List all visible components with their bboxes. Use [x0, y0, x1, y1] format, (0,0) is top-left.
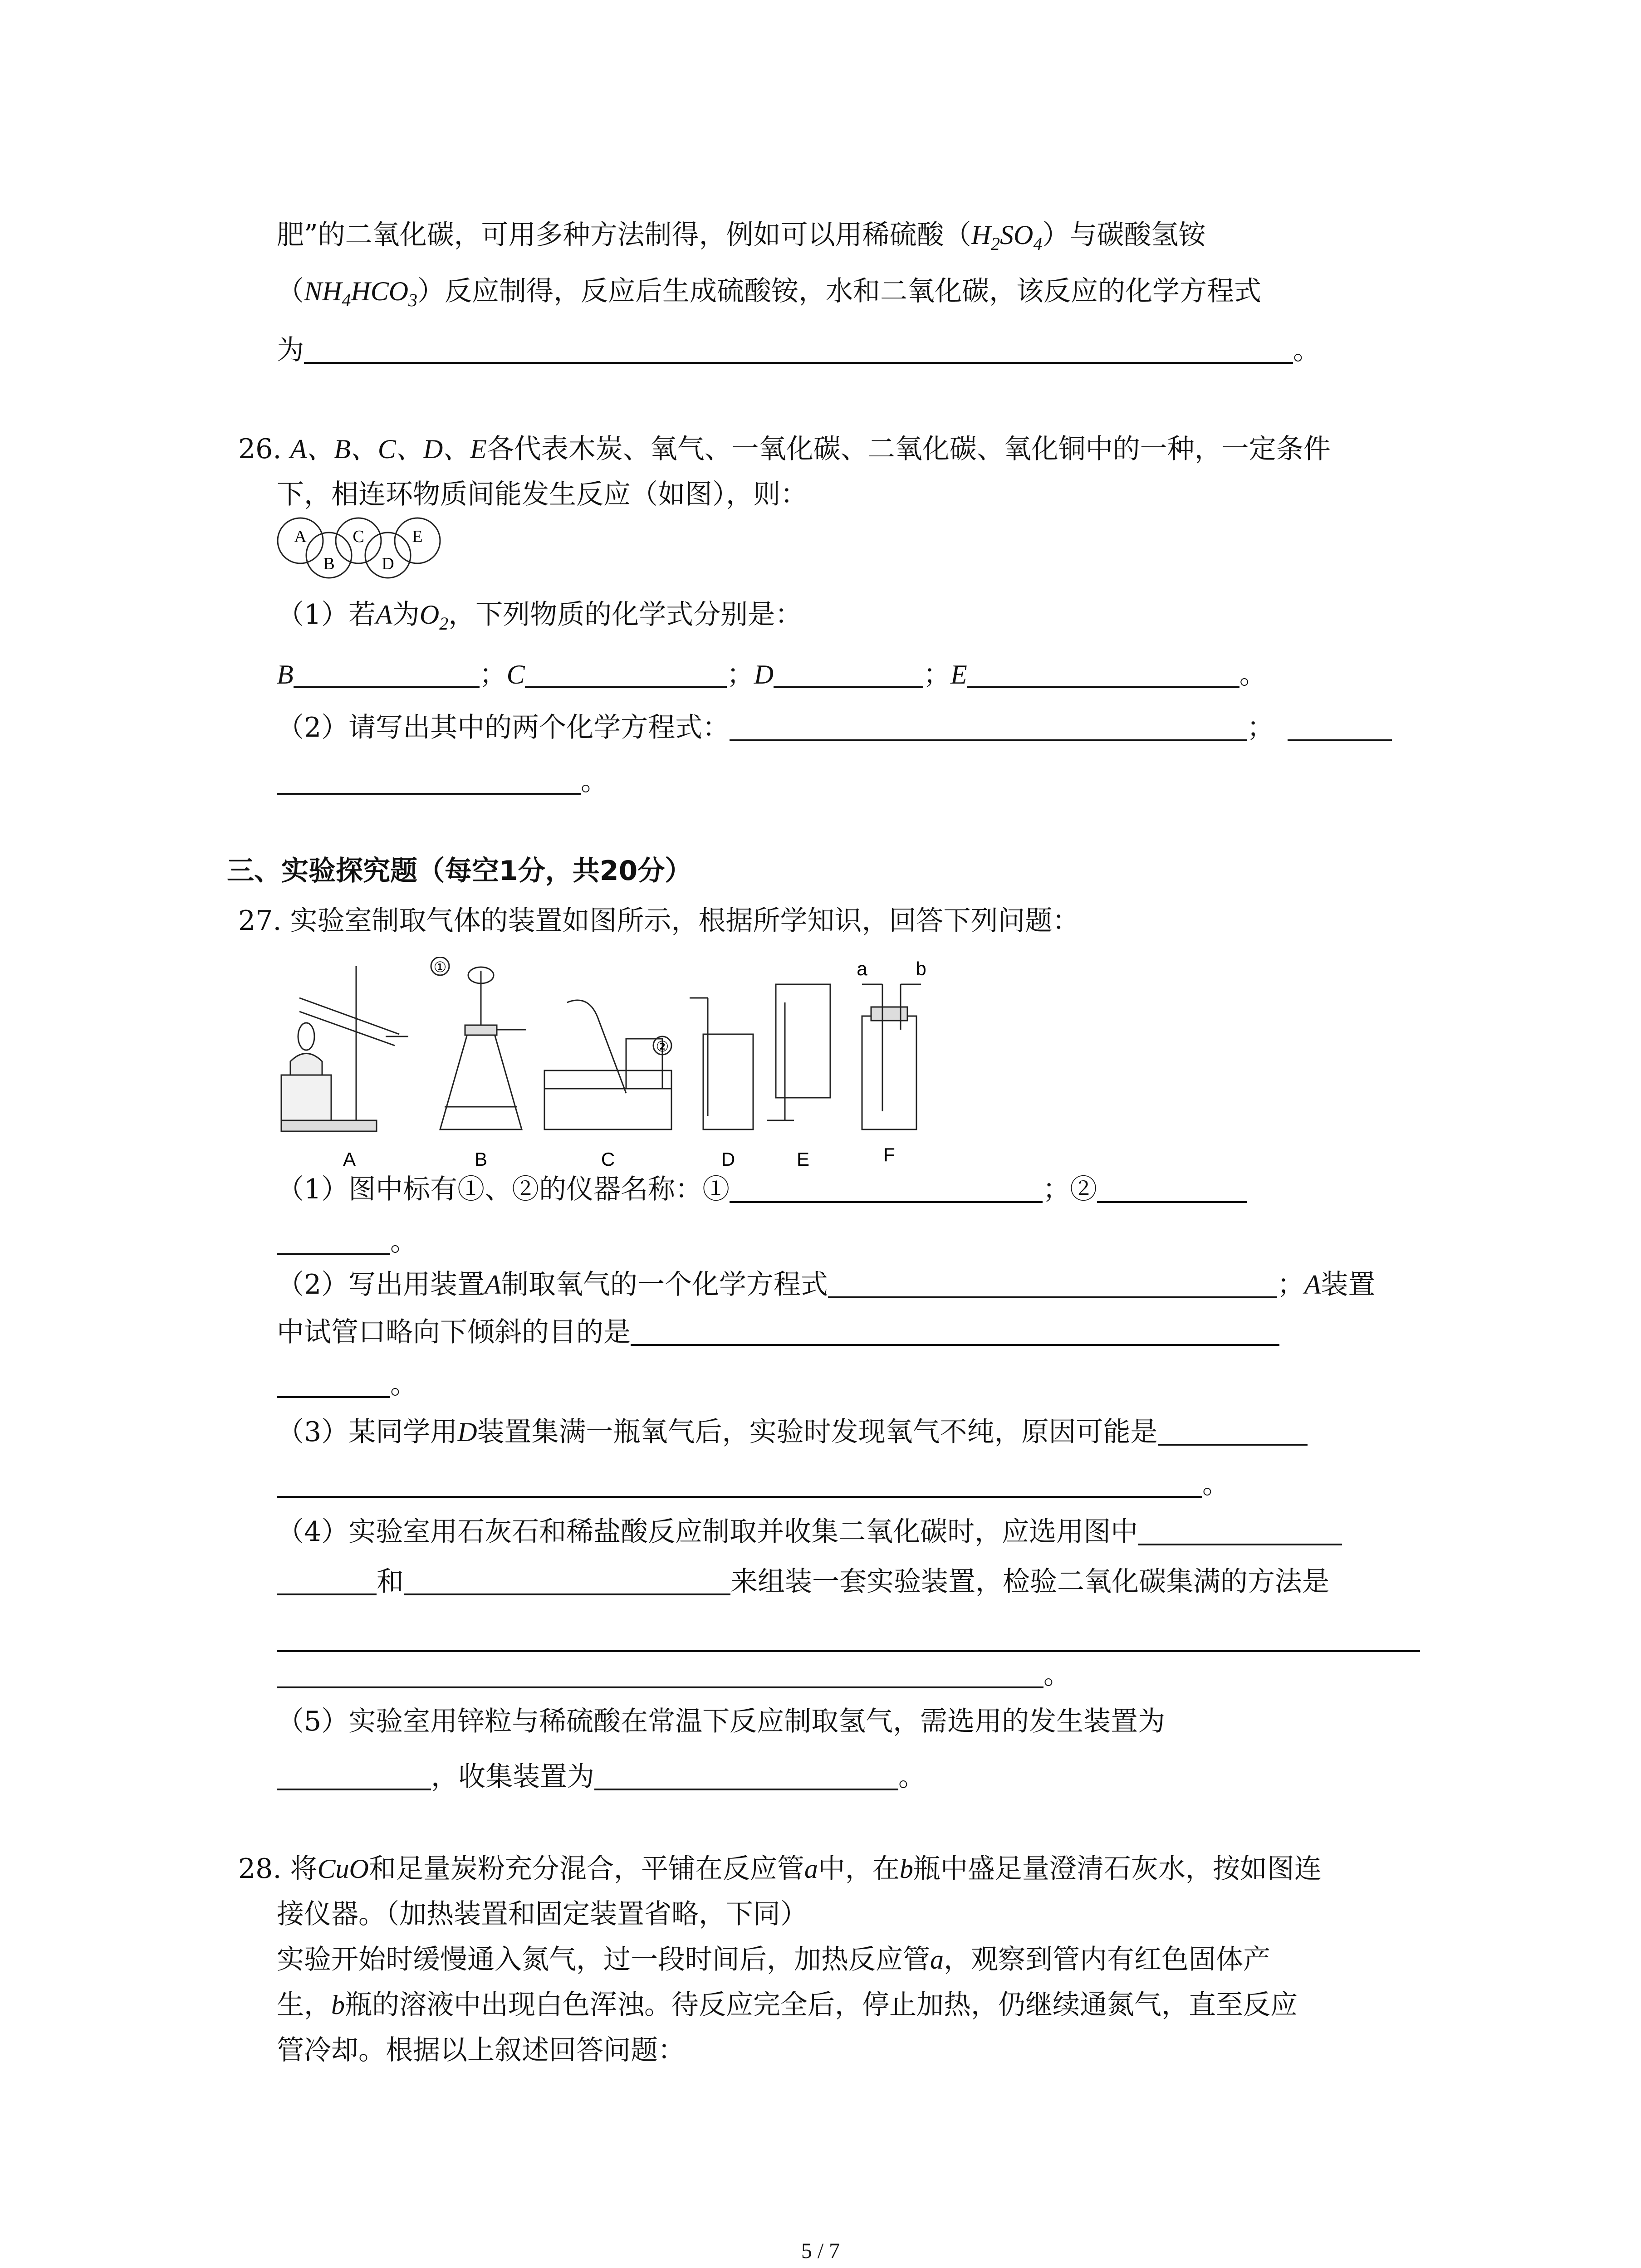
- apparatus-label-d: D: [721, 1149, 735, 1170]
- q27-blank-h2-collector[interactable]: [594, 1762, 898, 1790]
- q27-part3-cont: 。: [277, 1470, 1230, 1498]
- q27-part1-cont: 。: [277, 1227, 417, 1255]
- q27-part2-line3: 。: [277, 1370, 417, 1398]
- q26-part2-cont: 。: [277, 767, 608, 795]
- q27-part2: （2）写出用装置A制取氧气的一个化学方程式 ；A装置: [277, 1269, 1376, 1300]
- q26-equation-blank-2a[interactable]: [1288, 713, 1392, 741]
- q27-blank-collector[interactable]: [404, 1567, 730, 1595]
- q26-number: 26.: [238, 433, 282, 465]
- q25-line-2: $(NH_4HCO_3)$反应制得，反应后生成硫酸铵，水和二氧化碳，该反应的化学方程式: [277, 275, 1262, 310]
- q27-part5-cont: ，收集装置为 。: [277, 1762, 926, 1790]
- q26-line-2: 下，相连环物质间能发生反应（如图），则：: [277, 479, 808, 510]
- q27-blank-instrument-2b[interactable]: [277, 1227, 390, 1255]
- apparatus-label-f: F: [883, 1144, 895, 1165]
- q26-part2: （2）请写出其中的两个化学方程式： ；: [277, 713, 1392, 741]
- q25-equation-blank[interactable]: [304, 336, 1293, 364]
- q27-blank-tilt-reason-a[interactable]: [631, 1318, 1279, 1346]
- q27-blank-full-check-a[interactable]: [277, 1624, 1420, 1652]
- q27-blank-h2-generator[interactable]: [277, 1762, 431, 1790]
- q28-line-3: 实验开始时缓慢通入氮气，过一段时间后，加热反应管a，观察到管内有红色固体产: [277, 1944, 1270, 1975]
- q27-number: 27.: [238, 905, 282, 937]
- q26-line-1: 26. A、B、C、D、E各代表木炭、氧气、一氧化碳、二氧化碳、氧化铜中的一种，一定条件: [238, 433, 1331, 465]
- section-3-title: 三、实验探究题（每空1分，共20分）: [227, 855, 692, 887]
- mark-2-label: ②: [656, 1038, 669, 1055]
- tube-a-label: a: [857, 958, 867, 979]
- q27-blank-generator-b[interactable]: [277, 1567, 377, 1595]
- q27-apparatus-figure: [272, 957, 971, 1211]
- q27-part2-line2: 中试管口略向下倾斜的目的是: [277, 1318, 1279, 1346]
- q27-part4-line4: 。: [277, 1660, 1071, 1688]
- ring-label-c: C: [353, 527, 364, 546]
- q26-blank-e[interactable]: [967, 660, 1239, 688]
- q25-line-1: 肥”的二氧化碳，可用多种方法制得，例如可以用稀硫酸$(H_2SO_4)$与碳酸氢铵: [277, 219, 1206, 254]
- q27-blank-impure-reason-a[interactable]: [1158, 1418, 1308, 1446]
- q27-blank-generator-a[interactable]: [1138, 1517, 1342, 1545]
- q27-blank-impure-reason-b[interactable]: [277, 1470, 1202, 1498]
- q26-blank-c[interactable]: [525, 660, 727, 688]
- q28-line-1: 28. 将CuO和足量炭粉充分混合，平铺在反应管a中，在b瓶中盛足量澄清石灰水，按如图连: [238, 1853, 1322, 1885]
- q28-line-5: 管冷却。根据以上叙述回答问题：: [277, 2034, 685, 2066]
- apparatus-label-b: B: [474, 1149, 488, 1170]
- apparatus-label-c: C: [601, 1149, 615, 1170]
- q27-blank-equation[interactable]: [828, 1270, 1277, 1298]
- q26-blank-b[interactable]: [294, 660, 480, 688]
- ring-label-d: D: [382, 554, 394, 573]
- q27-part5: （5）实验室用锌粒与稀硫酸在常温下反应制取氢气，需选用的发生装置为: [277, 1706, 1166, 1737]
- q27-blank-instrument-2a[interactable]: [1097, 1175, 1247, 1203]
- mark-1-label: ①: [433, 959, 447, 975]
- q27-intro: 27. 实验室制取气体的装置如图所示，根据所学知识，回答下列问题：: [238, 905, 1080, 937]
- q25-line-3: 为 。: [277, 334, 1320, 366]
- q26-part1: （1）若A为$O_2$，下列物质的化学式分别是：: [277, 599, 803, 634]
- tube-b-label: b: [916, 958, 926, 979]
- q28-number: 28.: [238, 1853, 282, 1885]
- q26-ring-diagram: [272, 517, 454, 581]
- q27-blank-instrument-1[interactable]: [730, 1175, 1043, 1203]
- ring-label-b: B: [323, 554, 335, 573]
- q27-blank-full-check-b[interactable]: [277, 1660, 1043, 1688]
- q27-part3: （3）某同学用D装置集满一瓶氧气后，实验时发现氧气不纯，原因可能是: [277, 1418, 1308, 1446]
- q27-part4: （4）实验室用石灰石和稀盐酸反应制取并收集二氧化碳时，应选用图中: [277, 1517, 1342, 1545]
- ring-label-e: E: [412, 527, 423, 546]
- q26-equation-blank-1[interactable]: [730, 713, 1247, 741]
- q26-part1-blanks: B ；C ；D ；E 。: [277, 659, 1267, 690]
- apparatus-label-a: A: [343, 1149, 356, 1170]
- apparatus-label-e: E: [796, 1149, 810, 1170]
- q27-blank-tilt-reason-b[interactable]: [277, 1370, 390, 1398]
- ring-label-a: A: [294, 527, 307, 546]
- q27-part4-line3: [277, 1624, 1420, 1652]
- q26-equation-blank-2b[interactable]: [277, 767, 581, 795]
- q26-blank-d[interactable]: [774, 660, 923, 688]
- q27-part1: （1）图中标有①、②的仪器名称：① ；②: [277, 1175, 1247, 1203]
- q28-line-2: 接仪器。（加热装置和固定装置省略，下同）: [277, 1898, 808, 1930]
- page-number: 5 / 7: [801, 2239, 840, 2263]
- q28-line-4: 生，b瓶的溶液中出现白色浑浊。待反应完全后，停止加热，仍继续通氮气，直至反应: [277, 1989, 1298, 2021]
- q27-part4-line2: 和 来组装一套实验装置，检验二氧化碳集满的方法是: [277, 1567, 1329, 1595]
